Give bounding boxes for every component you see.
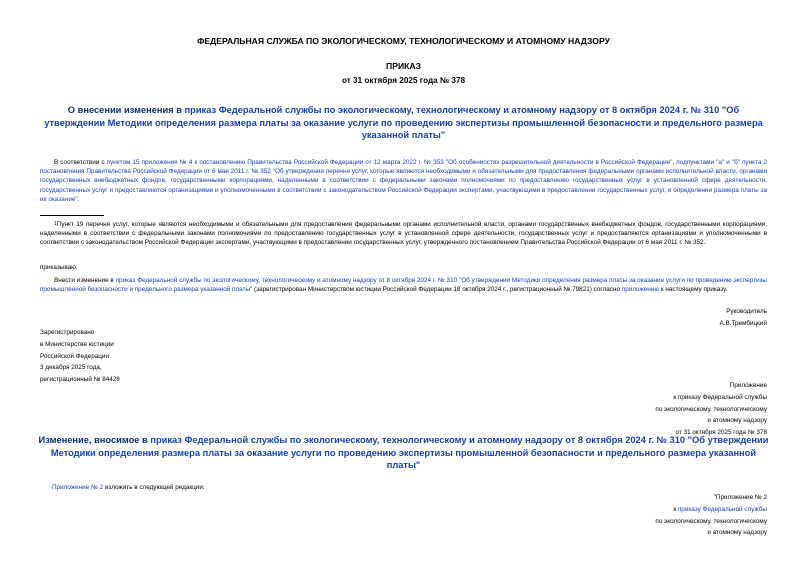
order-title — [38, 104, 769, 142]
registration-line: Зарегистрировано — [40, 329, 95, 336]
preamble-text-1: В соответствии с — [54, 159, 107, 166]
appendix-line: от 31 октября 2025 года № 378 — [675, 429, 767, 437]
quoted-appendix-line: по экологическому, технологическому — [655, 517, 767, 525]
quoted-appendix-line: и атомному надзору — [707, 529, 767, 537]
preamble-text-3: . — [77, 195, 80, 203]
registration-line: 3 декабря 2025 года, — [40, 364, 102, 372]
order-paragraph — [40, 276, 767, 294]
order-title-link[interactable]: приказ Федеральной службы по экологическому, технологическому и атомному надзору от 8 октября 2024 г. № 310 "Об утверждении Методики определения размера платы за оказание услуги по проведению экспертизы промышленной безопасности и предельного размера указанной платы" — [44, 105, 763, 140]
signature-name: А.В.Трембицкий — [719, 319, 767, 327]
footnote-paragraph — [40, 220, 767, 248]
appendix-line: по экологическому, технологическому — [655, 405, 767, 413]
registration-line: регистрационный № 84428 — [40, 376, 120, 384]
registration-block — [40, 327, 120, 386]
preamble-link-1[interactable]: пунктом 15 приложения № 4 к постановлению Правительства Российской Федерации от 12 марта 2022 г. № 353 "Об особенностях разрешительной деятельности в Российской Федерации" — [106, 159, 673, 166]
order-link-1[interactable]: приказ Федеральной службы по экологическому, технологическому и атомному надзору от 8 октября 2024 г. № 310 "Об утверждении Методики определения размера платы за оказание услуги по проведению экспертизы промышленной безопасности и предельного размера указанной платы" — [40, 277, 767, 294]
quoted-appendix-link[interactable]: приказу Федеральной службы — [677, 505, 767, 513]
appendix-block — [655, 380, 767, 439]
document-type-heading: ПРИКАЗ — [386, 61, 421, 71]
appendix-line: Приложение — [729, 382, 767, 389]
order-link-appendix[interactable]: приложению — [621, 286, 660, 294]
preamble-link-2[interactable]: подпунктами "а" и "б" пункта 2 постановления Правительства Российской Федерации от 6 мая 2011 г. № 352 "Об утверждении перечня услуг, которые являются необходимыми и обязательными для предоставления федеральными органами исполнительной власти, органами государственных внебюджетных фондов, государственными корпорациями, наделенными в соответствии с федеральными законами полномочиями по предоставлению государственных услуг в установленной сфере деятельности, государственных услуг и предоставляются организациями и уполномоченными в соответствии с законодательством Российской Федерации экспертами, участвующими в предоставлении государственных услуг, и определении размера платы за их оказание" — [40, 159, 768, 203]
quoted-appendix-text: к — [673, 505, 678, 513]
order-word: приказываю: — [40, 264, 78, 271]
footnote-mark: 1 — [54, 221, 57, 227]
registration-line: Российской Федерации — [40, 352, 109, 360]
change-appendix-link[interactable]: Приложение № 2 — [52, 484, 104, 491]
order-title-prefix: О внесении изменения в — [67, 105, 185, 115]
change-instruction-text: изложить в следующей редакции: — [103, 484, 205, 491]
date-number-heading: от 31 октября 2025 года № 378 — [341, 76, 466, 85]
order-text-2: (зарегистрирован Министерством юстиции Российской Федерации 18 октября 2024 г., регистрационный № 79821) согласно — [252, 286, 622, 294]
signature-block — [719, 306, 767, 330]
order-text-3: к настоящему приказу. — [659, 286, 728, 294]
preamble-paragraph — [40, 158, 767, 204]
footnote-divider — [40, 215, 104, 216]
change-title-prefix: Изменение, вносимое в — [38, 435, 151, 445]
quoted-appendix-line — [655, 504, 767, 516]
signature-role: Руководитель — [726, 308, 767, 315]
footnote-text: Пункт 19 перечня услуг, которые являются необходимыми и обязательными для предоставления федеральными органами исполнительной власти, органами государственных внебюджетных фондов, государственными корпорациями, наделенными в соответствии с федеральными законами полномочиями по предоставлению государственных услуг в установленной сфере деятельности, государственных услуг и предоставляются организациями и уполномоченными в соответствии с законодательством Российской Федерации экспертами, участвующими в предоставлении государственных услуг, утвержденного постановлением Правительства Российской Федерации от 6 мая 2011 г. № 352. — [40, 221, 767, 247]
order-text-1: Внести изменение в — [54, 277, 116, 284]
quoted-appendix-block — [655, 492, 767, 539]
quoted-appendix-line: "Приложение № 2 — [713, 494, 767, 501]
agency-heading: ФЕДЕРАЛЬНАЯ СЛУЖБА ПО ЭКОЛОГИЧЕСКОМУ, ТЕХНОЛОГИЧЕСКОМУ И АТОМНОМУ НАДЗОРУ — [197, 36, 610, 46]
change-instruction — [52, 483, 205, 492]
change-title — [38, 434, 769, 472]
registration-line: в Министерстве юстиции — [40, 340, 114, 348]
appendix-line: и атомному надзору — [707, 417, 767, 425]
change-title-link[interactable]: приказ Федеральной службы по экологическому, технологическому и атомному надзору от 8 октября 2024 г. № 310 "Об утверждении Методики определения размера платы за оказание услуги по проведению экспертизы промышленной безопасности и предельного размера указанной платы" — [50, 435, 769, 470]
appendix-line: к приказу Федеральной службы — [673, 393, 767, 401]
preamble-text-2: , — [672, 159, 677, 166]
